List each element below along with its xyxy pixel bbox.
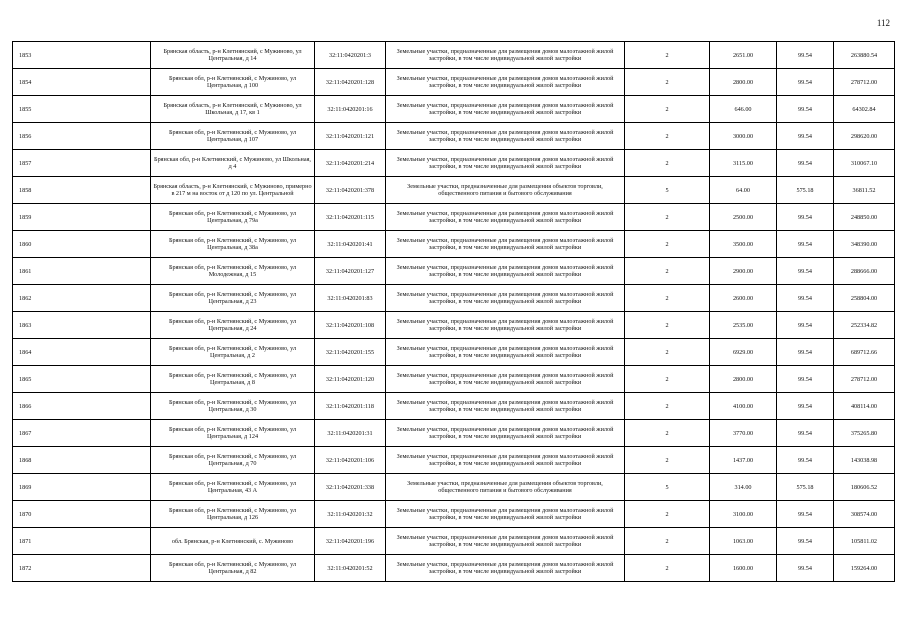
cadastral-number-cell: 32:11:0420201:32 (315, 501, 386, 528)
table-row (13, 177, 895, 204)
table-row (13, 42, 895, 69)
row-number-cell: 1863 (13, 312, 151, 339)
specific-value-cell: 99.54 (777, 204, 834, 231)
area-cell: 64.00 (710, 177, 777, 204)
land-use-cell: Земельные участки, предназначенные для размещения домов малоэтажной жилой застройки, в том числе индивидуальной жилой застройки (386, 231, 625, 258)
cadastral-number-cell: 32:11:0420201:41 (315, 231, 386, 258)
land-use-cell: Земельные участки, предназначенные для размещения объектов торговли, общественного питания и бытового обслуживания (386, 177, 625, 204)
table-row (13, 420, 895, 447)
cadastral-value-cell: 375265.80 (834, 420, 895, 447)
group-cell: 5 (625, 474, 710, 501)
specific-value-cell: 99.54 (777, 231, 834, 258)
group-cell: 2 (625, 42, 710, 69)
land-use-cell: Земельные участки, предназначенные для размещения домов малоэтажной жилой застройки, в том числе индивидуальной жилой застройки (386, 69, 625, 96)
land-plot-table (12, 41, 895, 582)
table-row (13, 69, 895, 96)
table-row (13, 366, 895, 393)
land-use-cell: Земельные участки, предназначенные для размещения домов малоэтажной жилой застройки, в том числе индивидуальной жилой застройки (386, 393, 625, 420)
group-cell: 2 (625, 501, 710, 528)
cadastral-value-cell: 105811.02 (834, 528, 895, 555)
row-number-cell: 1859 (13, 204, 151, 231)
cadastral-value-cell: 143038.98 (834, 447, 895, 474)
table-body (13, 42, 895, 582)
cadastral-number-cell: 32:11:0420201:108 (315, 312, 386, 339)
cadastral-number-cell: 32:11:0420201:214 (315, 150, 386, 177)
specific-value-cell: 99.54 (777, 285, 834, 312)
cadastral-number-cell: 32:11:0420201:378 (315, 177, 386, 204)
table-row (13, 474, 895, 501)
area-cell: 646.00 (710, 96, 777, 123)
group-cell: 2 (625, 528, 710, 555)
address-cell: Брянская обл, р-н Клетнянский, с Мужиново, ул Центральная, д 8 (151, 366, 315, 393)
row-number-cell: 1857 (13, 150, 151, 177)
cadastral-number-cell: 32:11:0420201:120 (315, 366, 386, 393)
cadastral-number-cell: 32:11:0420201:3 (315, 42, 386, 69)
group-cell: 2 (625, 258, 710, 285)
address-cell: Брянская обл, р-н Клетнянский, с Мужиново, ул Центральная, д 82 (151, 555, 315, 582)
specific-value-cell: 575.18 (777, 177, 834, 204)
address-cell: Брянская область, р-н Клетнянский, с Мужиново, ул Школьная, д 17, кв 1 (151, 96, 315, 123)
group-cell: 2 (625, 231, 710, 258)
land-use-cell: Земельные участки, предназначенные для размещения домов малоэтажной жилой застройки, в том числе индивидуальной жилой застройки (386, 285, 625, 312)
cadastral-value-cell: 252334.82 (834, 312, 895, 339)
specific-value-cell: 99.54 (777, 555, 834, 582)
table-row (13, 339, 895, 366)
specific-value-cell: 99.54 (777, 501, 834, 528)
land-use-cell: Земельные участки, предназначенные для размещения домов малоэтажной жилой застройки, в том числе индивидуальной жилой застройки (386, 555, 625, 582)
address-cell: Брянская обл, р-н Клетнянский, с Мужиново, ул Центральная, д 126 (151, 501, 315, 528)
row-number-cell: 1861 (13, 258, 151, 285)
area-cell: 3000.00 (710, 123, 777, 150)
specific-value-cell: 99.54 (777, 393, 834, 420)
group-cell: 2 (625, 420, 710, 447)
land-use-cell: Земельные участки, предназначенные для размещения домов малоэтажной жилой застройки, в том числе индивидуальной жилой застройки (386, 501, 625, 528)
row-number-cell: 1870 (13, 501, 151, 528)
area-cell: 2651.00 (710, 42, 777, 69)
cadastral-number-cell: 32:11:0420201:115 (315, 204, 386, 231)
area-cell: 1063.00 (710, 528, 777, 555)
cadastral-value-cell: 408114.00 (834, 393, 895, 420)
specific-value-cell: 99.54 (777, 258, 834, 285)
page-number: 112 (876, 18, 890, 28)
specific-value-cell: 99.54 (777, 366, 834, 393)
table-row (13, 204, 895, 231)
area-cell: 2600.00 (710, 285, 777, 312)
address-cell: Брянская обл, р-н Клетнянский, с Мужиново, ул Молодежная, д 15 (151, 258, 315, 285)
area-cell: 1437.00 (710, 447, 777, 474)
row-number-cell: 1871 (13, 528, 151, 555)
area-cell: 3500.00 (710, 231, 777, 258)
group-cell: 2 (625, 150, 710, 177)
land-use-cell: Земельные участки, предназначенные для размещения домов малоэтажной жилой застройки, в том числе индивидуальной жилой застройки (386, 447, 625, 474)
cadastral-value-cell: 689712.66 (834, 339, 895, 366)
address-cell: Брянская обл, р-н Клетнянский, с Мужиново, ул Центральная, д 100 (151, 69, 315, 96)
area-cell: 2535.00 (710, 312, 777, 339)
table-row (13, 555, 895, 582)
group-cell: 2 (625, 366, 710, 393)
cadastral-value-cell: 180606.52 (834, 474, 895, 501)
address-cell: Брянская обл, р-н Клетнянский, с Мужиново, ул Центральная, 43 А (151, 474, 315, 501)
table-row (13, 312, 895, 339)
address-cell: Брянская обл, р-н Клетнянский, с Мужиново, ул Центральная, д 38а (151, 231, 315, 258)
cadastral-value-cell: 298620.00 (834, 123, 895, 150)
cadastral-value-cell: 159264.00 (834, 555, 895, 582)
address-cell: Брянская область, р-н Клетнянский, с Мужиново, примерно в 217 м на восток от д 120 по ул. Центральной (151, 177, 315, 204)
cadastral-number-cell: 32:11:0420201:155 (315, 339, 386, 366)
cadastral-value-cell: 308574.00 (834, 501, 895, 528)
table-row (13, 393, 895, 420)
specific-value-cell: 99.54 (777, 69, 834, 96)
group-cell: 2 (625, 285, 710, 312)
cadastral-value-cell: 36811.52 (834, 177, 895, 204)
address-cell: Брянская обл, р-н Клетнянский, с Мужиново, ул Центральная, д 2 (151, 339, 315, 366)
land-use-cell: Земельные участки, предназначенные для размещения домов малоэтажной жилой застройки, в том числе индивидуальной жилой застройки (386, 258, 625, 285)
specific-value-cell: 99.54 (777, 447, 834, 474)
address-cell: Брянская обл, р-н Клетнянский, с Мужиново, ул Центральная, д 79а (151, 204, 315, 231)
land-use-cell: Земельные участки, предназначенные для размещения домов малоэтажной жилой застройки, в том числе индивидуальной жилой застройки (386, 150, 625, 177)
cadastral-number-cell: 32:11:0420201:338 (315, 474, 386, 501)
address-cell: Брянская обл, р-н Клетнянский, с Мужиново, ул Центральная, д 23 (151, 285, 315, 312)
cadastral-number-cell: 32:11:0420201:31 (315, 420, 386, 447)
land-use-cell: Земельные участки, предназначенные для размещения домов малоэтажной жилой застройки, в том числе индивидуальной жилой застройки (386, 366, 625, 393)
group-cell: 2 (625, 204, 710, 231)
address-cell: Брянская область, р-н Клетнянский, с Мужиново, ул Центральная, д 14 (151, 42, 315, 69)
area-cell: 2800.00 (710, 69, 777, 96)
table-row (13, 447, 895, 474)
table-row (13, 258, 895, 285)
area-cell: 1600.00 (710, 555, 777, 582)
area-cell: 2800.00 (710, 366, 777, 393)
specific-value-cell: 99.54 (777, 150, 834, 177)
land-use-cell: Земельные участки, предназначенные для размещения домов малоэтажной жилой застройки, в том числе индивидуальной жилой застройки (386, 528, 625, 555)
address-cell: обл. Брянская, р-н Клетнянский, с. Мужиново (151, 528, 315, 555)
row-number-cell: 1856 (13, 123, 151, 150)
land-use-cell: Земельные участки, предназначенные для размещения домов малоэтажной жилой застройки, в том числе индивидуальной жилой застройки (386, 339, 625, 366)
table-row (13, 285, 895, 312)
cadastral-number-cell: 32:11:0420201:196 (315, 528, 386, 555)
area-cell: 3100.00 (710, 501, 777, 528)
table-row (13, 231, 895, 258)
group-cell: 2 (625, 312, 710, 339)
address-cell: Брянская обл, р-н Клетнянский, с Мужиново, ул Центральная, д 124 (151, 420, 315, 447)
cadastral-value-cell: 278712.00 (834, 69, 895, 96)
cadastral-value-cell: 64302.84 (834, 96, 895, 123)
table-row (13, 123, 895, 150)
cadastral-value-cell: 263880.54 (834, 42, 895, 69)
area-cell: 3770.00 (710, 420, 777, 447)
cadastral-number-cell: 32:11:0420201:52 (315, 555, 386, 582)
area-cell: 2500.00 (710, 204, 777, 231)
land-use-cell: Земельные участки, предназначенные для размещения домов малоэтажной жилой застройки, в том числе индивидуальной жилой застройки (386, 420, 625, 447)
cadastral-value-cell: 278712.00 (834, 366, 895, 393)
address-cell: Брянская обл, р-н Клетнянский, с Мужиново, ул Центральная, д 107 (151, 123, 315, 150)
specific-value-cell: 99.54 (777, 123, 834, 150)
group-cell: 2 (625, 69, 710, 96)
specific-value-cell: 99.54 (777, 528, 834, 555)
group-cell: 2 (625, 393, 710, 420)
area-cell: 6929.00 (710, 339, 777, 366)
cadastral-value-cell: 258804.00 (834, 285, 895, 312)
row-number-cell: 1864 (13, 339, 151, 366)
table-row (13, 501, 895, 528)
cadastral-value-cell: 310067.10 (834, 150, 895, 177)
area-cell: 4100.00 (710, 393, 777, 420)
cadastral-number-cell: 32:11:0420201:118 (315, 393, 386, 420)
area-cell: 3115.00 (710, 150, 777, 177)
group-cell: 2 (625, 555, 710, 582)
land-use-cell: Земельные участки, предназначенные для размещения домов малоэтажной жилой застройки, в том числе индивидуальной жилой застройки (386, 312, 625, 339)
specific-value-cell: 99.54 (777, 312, 834, 339)
row-number-cell: 1865 (13, 366, 151, 393)
address-cell: Брянская обл, р-н Клетнянский, с Мужиново, ул Центральная, д 70 (151, 447, 315, 474)
cadastral-number-cell: 32:11:0420201:83 (315, 285, 386, 312)
cadastral-value-cell: 248850.00 (834, 204, 895, 231)
row-number-cell: 1867 (13, 420, 151, 447)
row-number-cell: 1872 (13, 555, 151, 582)
table-row (13, 96, 895, 123)
specific-value-cell: 99.54 (777, 42, 834, 69)
group-cell: 2 (625, 123, 710, 150)
area-cell: 2900.00 (710, 258, 777, 285)
specific-value-cell: 575.18 (777, 474, 834, 501)
row-number-cell: 1858 (13, 177, 151, 204)
row-number-cell: 1853 (13, 42, 151, 69)
cadastral-number-cell: 32:11:0420201:106 (315, 447, 386, 474)
cadastral-number-cell: 32:11:0420201:128 (315, 69, 386, 96)
land-use-cell: Земельные участки, предназначенные для размещения домов малоэтажной жилой застройки, в том числе индивидуальной жилой застройки (386, 42, 625, 69)
row-number-cell: 1855 (13, 96, 151, 123)
row-number-cell: 1869 (13, 474, 151, 501)
land-use-cell: Земельные участки, предназначенные для размещения объектов торговли, общественного питания и бытового обслуживания (386, 474, 625, 501)
land-use-cell: Земельные участки, предназначенные для размещения домов малоэтажной жилой застройки, в том числе индивидуальной жилой застройки (386, 204, 625, 231)
cadastral-number-cell: 32:11:0420201:16 (315, 96, 386, 123)
land-use-cell: Земельные участки, предназначенные для размещения домов малоэтажной жилой застройки, в том числе индивидуальной жилой застройки (386, 96, 625, 123)
group-cell: 5 (625, 177, 710, 204)
table-row (13, 150, 895, 177)
group-cell: 2 (625, 447, 710, 474)
specific-value-cell: 99.54 (777, 339, 834, 366)
address-cell: Брянская обл, р-н Клетнянский, с Мужиново, ул Центральная, д 24 (151, 312, 315, 339)
row-number-cell: 1860 (13, 231, 151, 258)
cadastral-value-cell: 288666.00 (834, 258, 895, 285)
specific-value-cell: 99.54 (777, 420, 834, 447)
row-number-cell: 1854 (13, 69, 151, 96)
specific-value-cell: 99.54 (777, 96, 834, 123)
group-cell: 2 (625, 96, 710, 123)
row-number-cell: 1862 (13, 285, 151, 312)
land-use-cell: Земельные участки, предназначенные для размещения домов малоэтажной жилой застройки, в том числе индивидуальной жилой застройки (386, 123, 625, 150)
address-cell: Брянская обл, р-н Клетнянский, с Мужиново, ул Школьная, д 4 (151, 150, 315, 177)
cadastral-value-cell: 348390.00 (834, 231, 895, 258)
row-number-cell: 1868 (13, 447, 151, 474)
cadastral-number-cell: 32:11:0420201:121 (315, 123, 386, 150)
row-number-cell: 1866 (13, 393, 151, 420)
table-row (13, 528, 895, 555)
cadastral-number-cell: 32:11:0420201:127 (315, 258, 386, 285)
group-cell: 2 (625, 339, 710, 366)
address-cell: Брянская обл, р-н Клетнянский, с Мужиново, ул Центральная, д 30 (151, 393, 315, 420)
area-cell: 314.00 (710, 474, 777, 501)
